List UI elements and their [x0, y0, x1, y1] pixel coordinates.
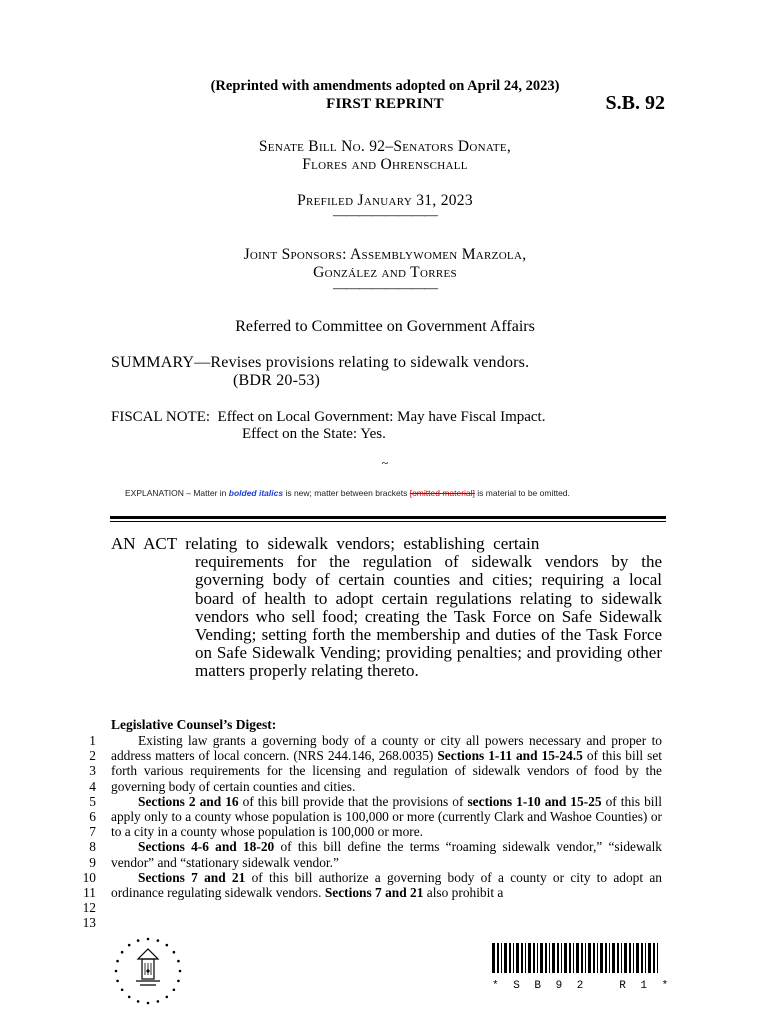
- barcode-icon: [492, 943, 662, 973]
- explanation-middle: is new; matter between brackets: [283, 488, 410, 498]
- summary: [111, 354, 671, 390]
- sponsors-line2: González and Torres: [313, 264, 457, 281]
- barcode-text: * S B 9 2 R 1 *: [492, 980, 673, 992]
- digest-section-ref: Sections 2 and 16: [138, 793, 239, 809]
- fiscal-note-line1: FISCAL NOTE: Effect on Local Government: May have Fiscal Impact.: [111, 409, 546, 425]
- digest-paragraph: [111, 794, 662, 840]
- digest-text: of this bill define the terms “roaming sidewalk vendor,” “sidewalk vendor” and “stationary sidewalk vendor.”: [111, 839, 662, 870]
- summary-line1: SUMMARY—Revises provisions relating to sidewalk vendors.: [111, 354, 530, 371]
- line-number: 4: [89, 778, 96, 794]
- bill-title-line1: Senate Bill No. 92–Senators Donate,: [258, 138, 512, 155]
- line-number: 6: [89, 809, 96, 825]
- prefiled-date: Prefiled January 31, 2023: [297, 192, 473, 209]
- reprint-note: (Reprinted with amendments adopted on April 24, 2023): [210, 78, 560, 94]
- digest-text: of this bill apply only to a county whose population is 100,000 or more (currently Clark and Washoe Counties) or to a city in a county whose population is 100,000 or more.: [111, 793, 662, 840]
- fiscal-note: [111, 409, 671, 443]
- barcode: [492, 943, 673, 992]
- digest-section-ref: Sections 4-6 and 18-20: [138, 839, 275, 855]
- tilde-separator: ~: [381, 456, 389, 470]
- line-number: 2: [89, 748, 96, 764]
- digest-section-ref: sections 1-10 and 15-25: [467, 793, 602, 809]
- double-rule-bottom: [110, 521, 666, 522]
- fiscal-note-line2: Effect on the State: Yes.: [242, 426, 386, 442]
- digest-text: of this bill provide that the provisions of: [238, 793, 468, 809]
- digest-title: Legislative Counsel’s Digest:: [111, 717, 277, 732]
- line-numbers: [78, 733, 96, 931]
- summary-line2: (BDR 20-53): [233, 372, 321, 389]
- line-number: 9: [89, 854, 96, 870]
- double-rule-top: [110, 516, 666, 519]
- line-number: 5: [89, 793, 96, 809]
- first-reprint-label: FIRST REPRINT: [326, 96, 444, 112]
- divider-2: ————————: [333, 281, 437, 296]
- digest-section-ref: Sections 7 and 21: [324, 885, 424, 901]
- bill-number: S.B. 92: [605, 92, 665, 114]
- digest-paragraph: [111, 870, 662, 900]
- explanation-bolded: bolded italics: [228, 488, 284, 498]
- digest-text: of this bill authorize a governing body of a county or city to adopt an ordinance regulating sidewalk vendors.: [111, 869, 662, 901]
- committee-referral: Referred to Committee on Government Affairs: [235, 318, 535, 335]
- line-number: 8: [89, 839, 96, 855]
- line-number: 1: [89, 733, 96, 748]
- act-body: requirements for the regulation of sidewalk vendors by the governing body of certain counties and cities; requiring a local board of health to adopt certain regulations relating to sidewalk vendors who sell food; creating the Task Force on Safe Sidewalk Vending; setting forth the membership and duties of the Task Force on Safe Sidewalk Vending; providing penalties; and providing other matters properly relating thereto.: [195, 552, 662, 681]
- line-number: 10: [82, 869, 96, 885]
- digest-body: [111, 733, 662, 900]
- divider-1: ————————: [333, 208, 437, 223]
- digest-text: Existing law grants a governing body of a county or city all powers necessary and proper to address matters of local concern. (NRS 244.146, 268.0035): [111, 733, 662, 764]
- explanation-prefix: EXPLANATION – Matter in: [125, 488, 229, 498]
- digest-section-ref: Sections 7 and 21: [138, 869, 246, 885]
- digest-text: also prohibit a: [423, 885, 504, 901]
- digest-text: of this bill set forth various requirements for the licensing and regulation of sidewalk vendors of food by the governing body of certain counties and cities.: [111, 748, 662, 794]
- line-number: 7: [89, 824, 96, 840]
- line-number: 13: [82, 915, 96, 931]
- digest-paragraph: [111, 839, 662, 869]
- act-first-line: AN ACT relating to sidewalk vendors; establishing certain: [111, 534, 540, 553]
- digest-section-ref: Sections 1-11 and 15-24.5: [437, 748, 583, 764]
- digest-paragraph: [111, 733, 662, 794]
- line-number: 12: [82, 900, 96, 916]
- line-number: 3: [89, 763, 96, 779]
- explanation-note: [125, 488, 570, 498]
- bill-title-line2: Flores and Ohrenschall: [302, 156, 468, 173]
- state-seal-icon: [112, 935, 184, 1007]
- act-title: [111, 535, 662, 681]
- line-number: 11: [83, 885, 96, 901]
- explanation-suffix: is material to be omitted.: [474, 488, 570, 498]
- sponsors-line1: Joint Sponsors: Assemblywomen Marzola,: [243, 246, 527, 263]
- explanation-omitted: [omitted material]: [409, 488, 475, 498]
